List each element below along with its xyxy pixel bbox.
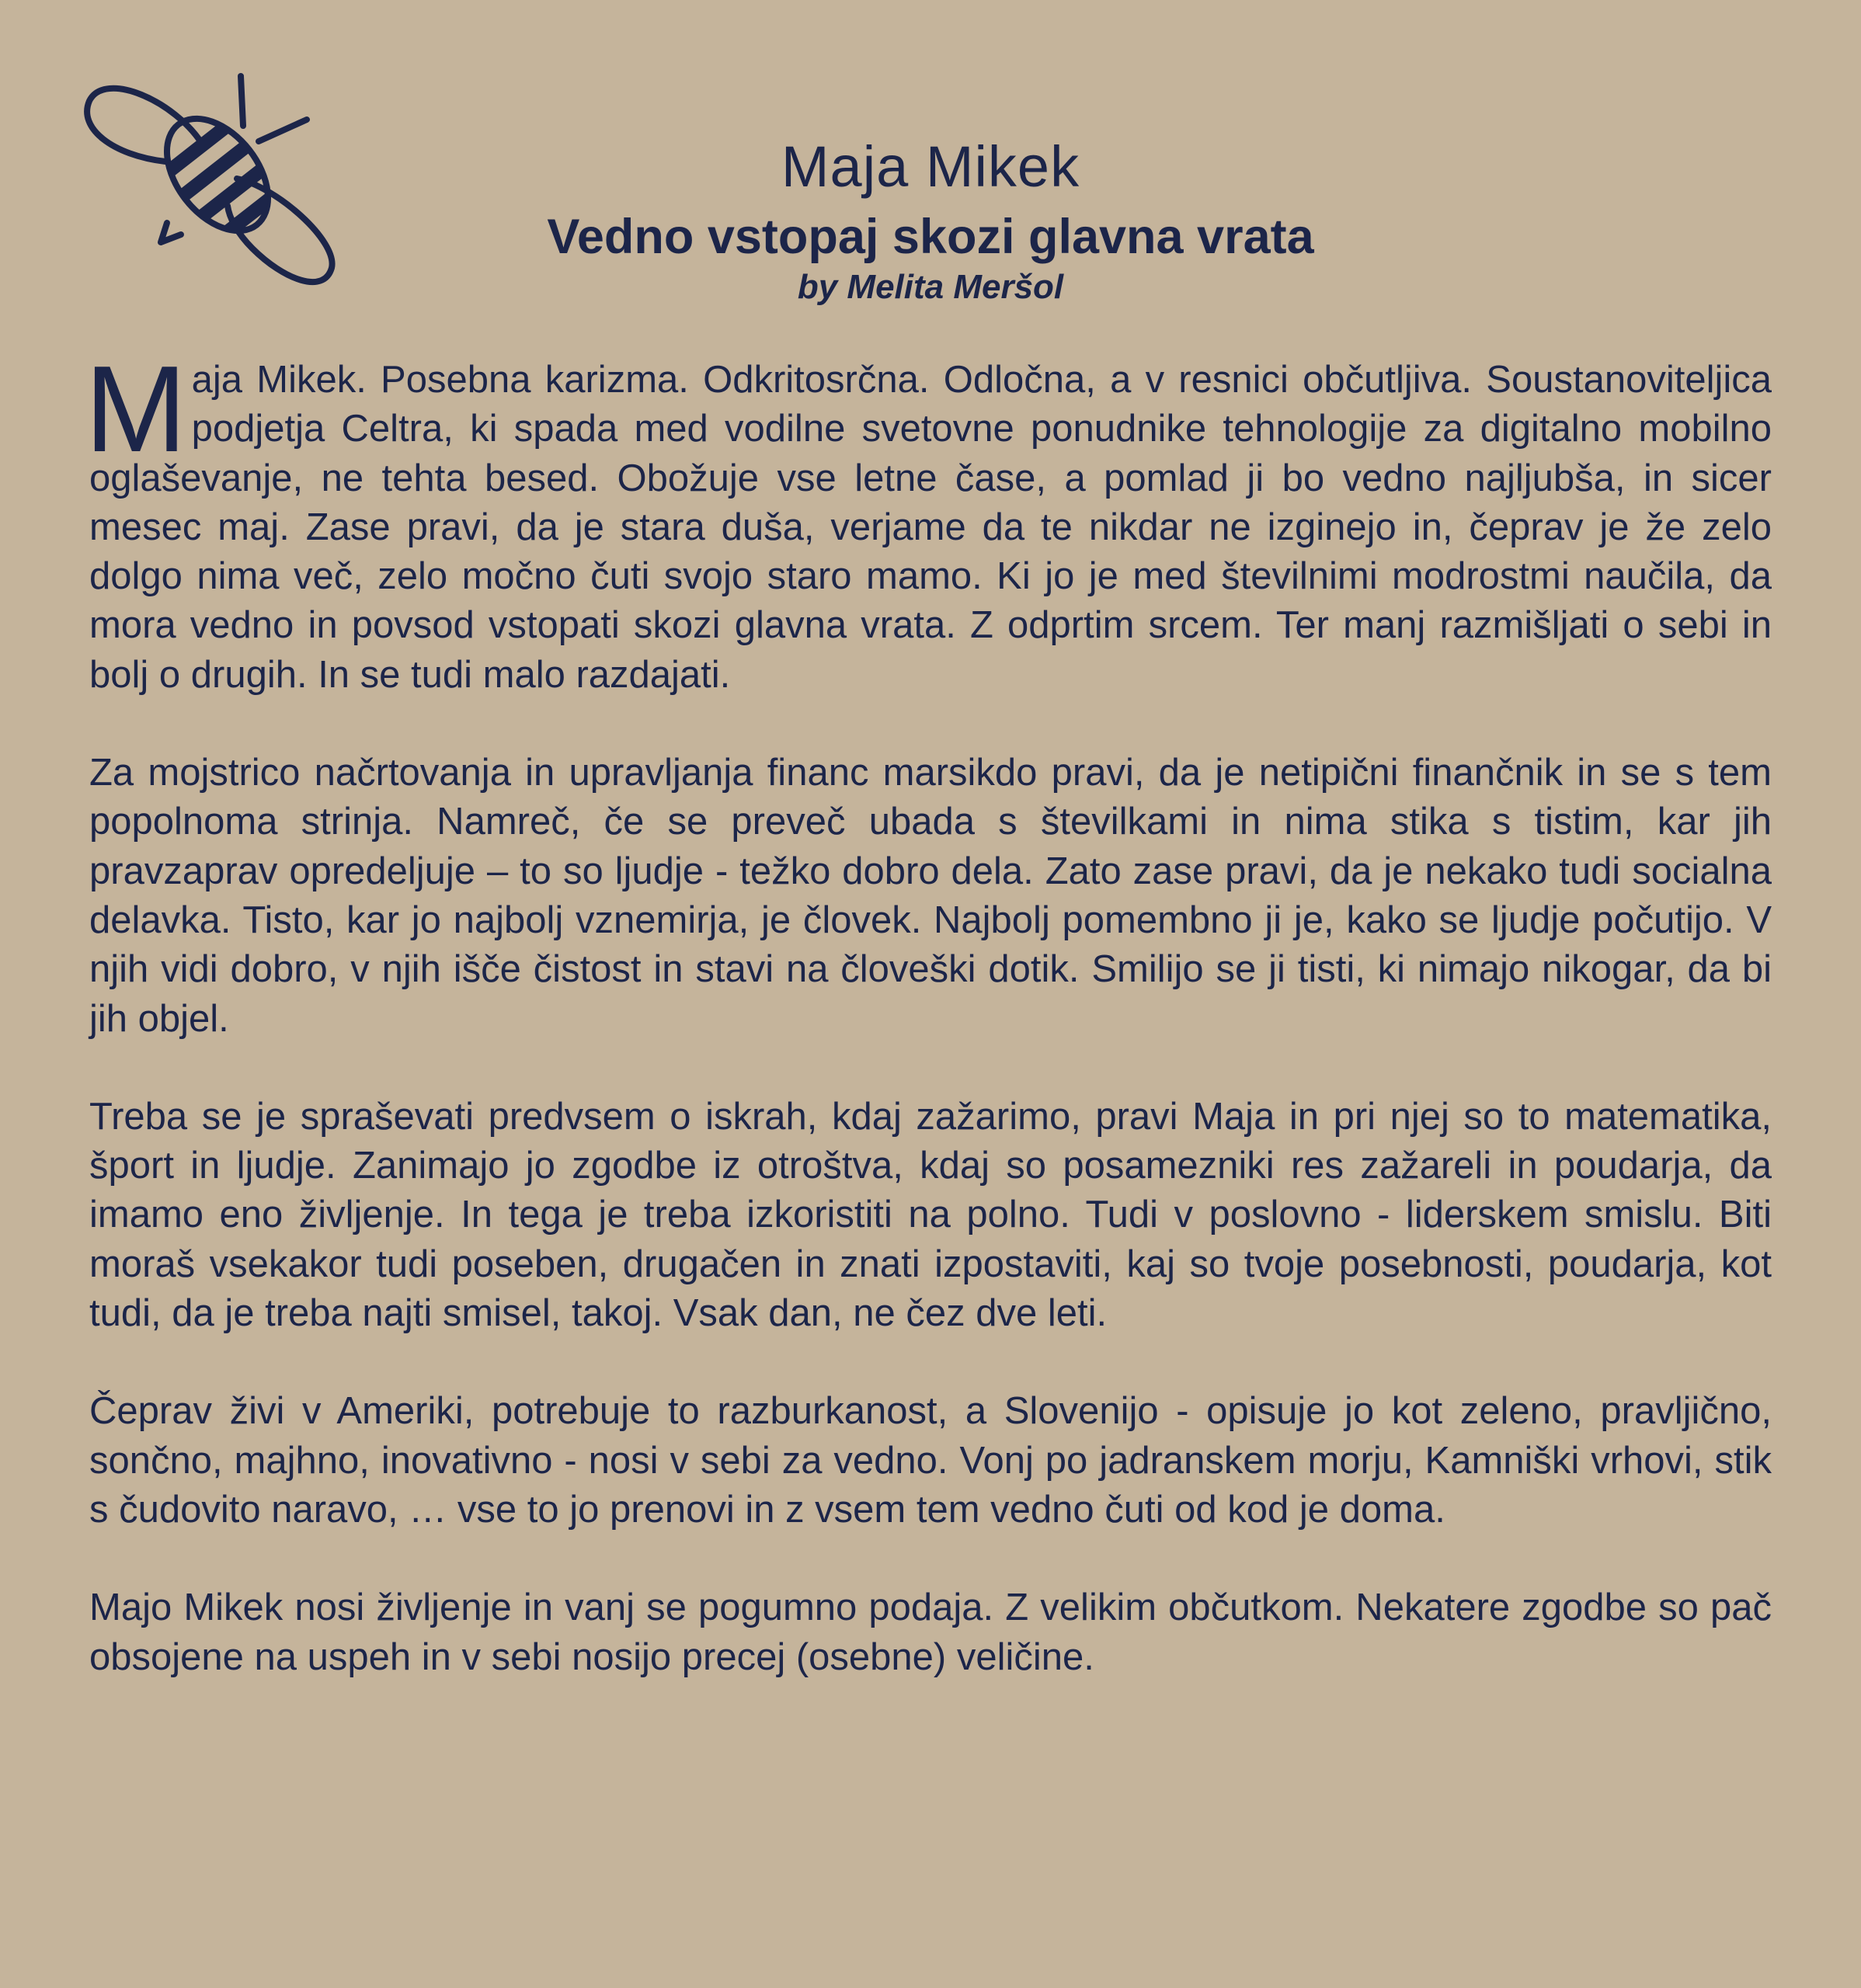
drop-cap: M [85,341,187,478]
paragraph-1-text: aja Mikek. Posebna karizma. Odkritosrčna. Odločna, a v resnici občutljiva. Soustanoviteljica podjetja Celtra, ki spada med vodilne svetovne ponudnike tehnologije za digitalno mobilno oglaševanje, ne tehta besed. Obožuje vse letne čase, a pomlad ji bo vedno najljubša, in sicer mesec maj. Zase pravi, da je stara duša, verjame da te nikdar ne izginejo in, čeprav je že zelo dolgo nima več, zelo močno čuti svojo staro mamo. Ki jo je med številnimi modrostmi naučila, da mora vedno in povsod vstopati skozi glavna vrata. Z odprtim srcem. Ter manj razmišljati o sebi in bolj o drugih. In se tudi malo razdajati. [89,359,1772,696]
article-body [85,341,1772,1731]
article-title: Vedno vstopaj skozi glavna vrata [547,210,1314,264]
person-name: Maja Mikek [781,134,1080,199]
paragraph-3: Treba se je spraševati predvsem o iskrah, kdaj zažarimo, pravi Maja in pri njej so to matematika, šport in ljudje. Zanimajo jo zgodbe iz otroštva, kdaj so posamezniki res zažareli in poudarja, da imamo eno življenje. In tega je treba izkoristiti na polno. Tudi v poslovno - liderskem smislu. Biti moraš vsekakor tudi poseben, drugačen in znati izpostaviti, kaj so tvoje posebnosti, poudarja, kot tudi, da je treba najti smisel, takoj. Vsak dan, ne čez dve leti. [89,1095,1772,1335]
paragraph-2: Za mojstrico načrtovanja in upravljanja financ marsikdo pravi, da je netipični finančnik in se s tem popolnoma strinja. Namreč, če se preveč ubada s številkami in nima stika s tistim, kar jih pravzaprav opredeljuje – to so ljudje - težko dobro dela. Zato zase pravi, da je nekako tudi socialna delavka. Tisto, kar jo najbolj vznemirja, je človek. Najbolj pomembno ji je, kako se ljudje počutijo. V njih vidi dobro, v njih išče čistost in stavi na človeški dotik. Smilijo se ji tisti, ki nimajo nikogar, da bi jih objel. [89,752,1772,1040]
paragraph-5: Majo Mikek nosi življenje in vanj se pogumno podaja. Z velikim občutkom. Nekatere zgodbe so pač obsojene na uspeh in v sebi nosijo precej (osebne) veličine. [89,1587,1772,1678]
paragraph-1 [85,341,1772,700]
paragraph-4: Čeprav živi v Ameriki, potrebuje to razburkanost, a Slovenijo - opisuje jo kot zeleno, pravljično, sončno, majhno, inovativno - nosi v sebi za vedno. Vonj po jadranskem morju, Kamniški vrhovi, stik s čudovito naravo, … vse to jo prenovi in z vsem tem vedno čuti od kod je doma. [89,1390,1772,1531]
byline: by Melita Meršol [797,268,1064,306]
